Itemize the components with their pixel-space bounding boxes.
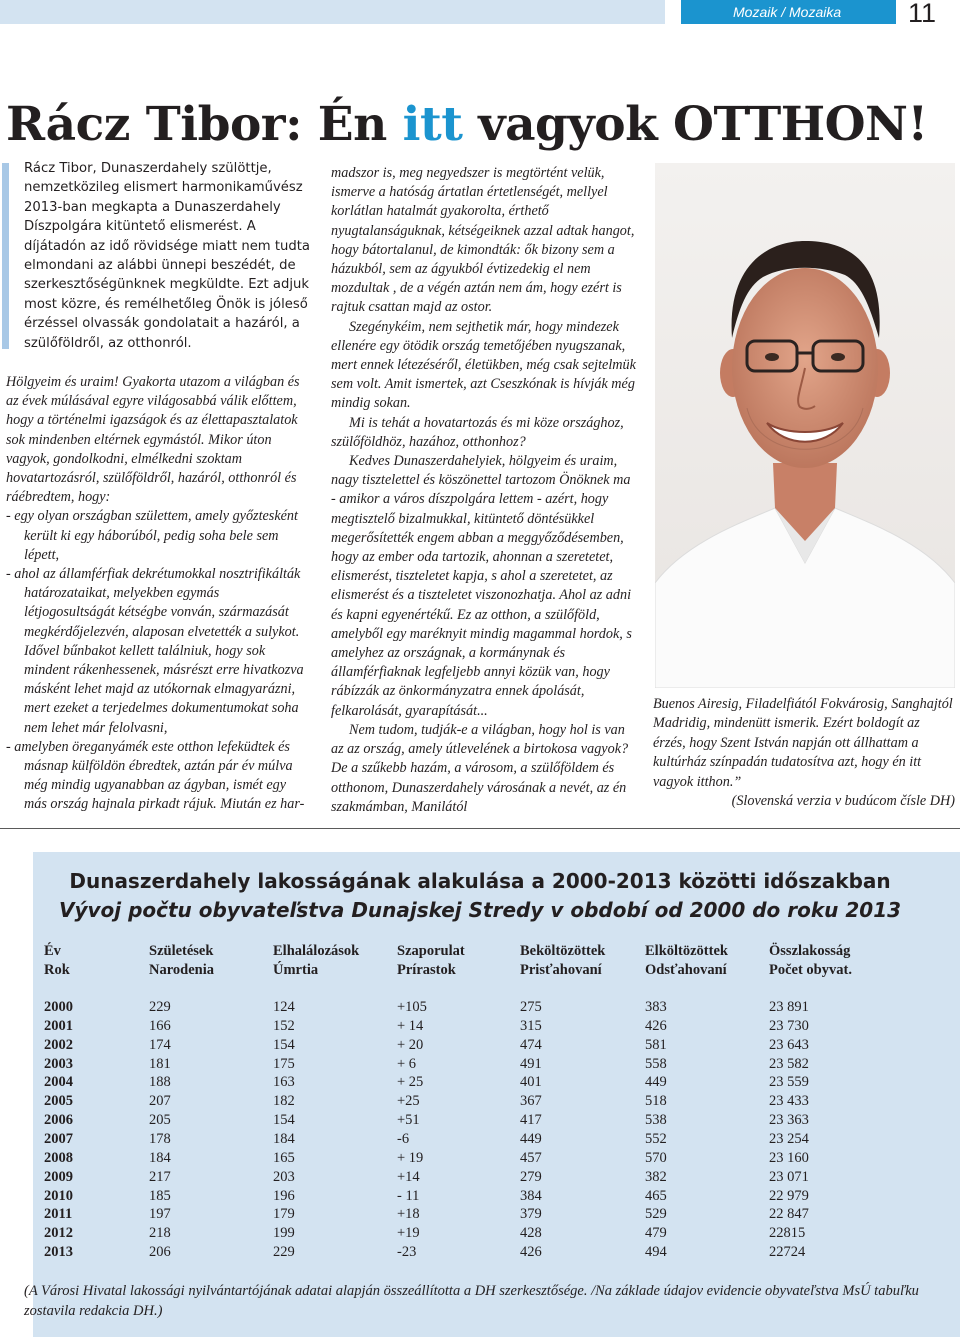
table-cell: + 14	[397, 1017, 424, 1034]
title-part-2: vagyok OTTHON!	[462, 97, 928, 152]
table-cell: 184	[273, 1130, 295, 1147]
header-label-sk: Počet obyvat.	[769, 962, 852, 978]
table-cell: 538	[645, 1112, 667, 1129]
table-cell: 401	[520, 1074, 542, 1091]
table-cell: 23 071	[769, 1168, 809, 1185]
table-cell: + 20	[397, 1036, 424, 1053]
table-cell: 552	[645, 1130, 667, 1147]
table-cell: 23 559	[769, 1074, 809, 1091]
table-cell: 428	[520, 1225, 542, 1242]
table-cell: 217	[149, 1168, 171, 1185]
table-cell: 426	[520, 1244, 542, 1261]
table-cell: 165	[273, 1149, 295, 1166]
table-cell: 185	[149, 1187, 171, 1204]
article-list-item: - amelyben öreganyámék este otthon lefeküdtek és másnap külföldön ébredtek, aztán pár év múlva még mindig ugyanabban az ágyban, ismét egy más ország hajnala pirkadt rájuk. Miután ez har-	[6, 738, 305, 813]
table-title-sk: Vývoj počtu obyvateľstva Dunajskej Stredy v období od 2000 do roku 2013	[58, 898, 902, 922]
table-year-cell: 2000	[44, 999, 73, 1015]
table-cell: +105	[397, 999, 427, 1015]
table-header-cell	[273, 942, 359, 980]
lead-paragraph: Rácz Tibor, Dunaszerdahely szülöttje, nemzetközileg elismert harmonikaművész 2013-ban megkapta a Dunaszerdahely Díszpolgára kitüntető elismerést. A díjátadón az idő rövidsége miatt nem tudta elmondani az alábbi ünnepi beszédét, de szerkesztőségünknek megküldte. Ezt adjuk most közre, és remélhetőleg Önök is jóleső érzéssel olvassák gondolatait a hazáról, a szülőföldről, az otthonról.	[24, 161, 310, 351]
table-cell: 154	[273, 1036, 295, 1053]
header-label-hu: Elhalálozások	[273, 943, 360, 959]
table-cell: -23	[397, 1244, 417, 1261]
table-year-cell: 2009	[44, 1168, 73, 1185]
table-cell: 163	[273, 1074, 295, 1091]
table-cell: 203	[273, 1168, 295, 1185]
article-paragraph: Mi is tehát a hovatartozás és mi köze országhoz, szülőföldhöz, hazához, otthonhoz?	[331, 414, 624, 450]
table-cell: 229	[149, 999, 171, 1015]
article-paragraph: Szegénykéim, nem sejthetik már, hogy mindezek ellenére egy ötödik ország temetőjében nyugszanak, mert ennek létezéséről, életükben, még csak sejtelmük sem volt. Amit ismertek, azt Cseszkónak is hívják még mindig sokan.	[331, 318, 636, 412]
article-paragraph: Kedves Dunaszerdahelyiek, hölgyeim és uraim, nagy tisztelettel és köszönettel tartozom Önöknek ma - amikor a város díszpolgára lettem - azért, hogy megtisztelő bizalmukkal, kitüntető döntésükkel megerősítették engem abban a meggyőződésemben, hogy az ember oda tartozik, ahonnan a szeretetet, elismerést, tiszteletet kapja, s ahol a szeretetet, az elismerést és a tiszteletet viszonozhatja. Ahol az adni és kapni egyenértékű. Ez az otthon, a szülőföld, amelyből egy maréknyit mindig magammal hordok, s amelyhez az országnak, a kormánynak és államférfiaknak legfeljebb annyi közük van, hogy rábízzák az önkormányzatra ennek ápolását, felkarolását, gyarapítását...	[331, 453, 632, 719]
table-cell: 181	[149, 1055, 171, 1072]
table-cell: 23 891	[769, 999, 809, 1015]
table-year-cell: 2003	[44, 1055, 73, 1072]
table-cell: 518	[645, 1093, 667, 1110]
table-cell: 379	[520, 1206, 542, 1223]
header-label-hu: Összlakosság	[769, 943, 851, 959]
table-cell: 382	[645, 1168, 667, 1185]
table-cell: 179	[273, 1206, 295, 1223]
table-cell: 175	[273, 1055, 295, 1072]
article-column-1	[6, 373, 306, 815]
article-list-item: - egy olyan országban születtem, amely győztesként került ki egy háborúból, pedig soha bele sem lépett,	[6, 508, 298, 563]
table-cell: 178	[149, 1130, 171, 1147]
table-cell: + 25	[397, 1074, 424, 1091]
table-cell: 184	[149, 1149, 171, 1166]
table-cell: 23 730	[769, 1017, 809, 1034]
table-cell: 315	[520, 1017, 542, 1034]
table-cell: 558	[645, 1055, 667, 1072]
table-year-cell: 2006	[44, 1112, 73, 1129]
header-label-sk: Odsťahovaní	[645, 962, 727, 978]
header-label-hu: Születések	[149, 943, 214, 959]
table-cell: 23 254	[769, 1130, 809, 1147]
table-year-cell: 2002	[44, 1036, 73, 1053]
section-label: Mozaik / Mozaika	[681, 0, 896, 24]
table-cell: 174	[149, 1036, 171, 1053]
table-footnote: (A Városi Hivatal lakossági nyilvántartójának adatai alapján összeállította a DH szerkesztősége. /Na základe údajov evidencie obyvateľstva MsÚ tabuľku zostavila redakcia DH.)	[24, 1283, 919, 1319]
table-year-cell: 2012	[44, 1225, 73, 1242]
table-header-cell	[769, 942, 852, 980]
table-cell: 23 582	[769, 1055, 809, 1072]
article-list-item: - ahol az államférfiak dekrétumokkal nosztrifikálták határozataikat, melyekben egymás létjogosultságát kétségbe vonván, származását megkérdőjelezvén, alaposan elvetették a sulykot. Idővel bűnbakot kellett találniuk, hogy sok mindent rákenhessenek, másrészt erre hivatkozva másként lehet majd az utókornak elmagyarázni, mert ezeket a terjedelmes dokumentumokat soha nem lehet már felolvasni,	[6, 566, 304, 736]
header-label-sk: Prírastok	[397, 962, 456, 978]
table-cell: 383	[645, 999, 667, 1015]
table-year-cell: 2005	[44, 1093, 73, 1110]
table-cell: -6	[397, 1130, 410, 1147]
table-cell: 529	[645, 1206, 667, 1223]
page-title	[6, 97, 928, 152]
page-number: 11	[908, 0, 937, 28]
table-cell: 457	[520, 1149, 542, 1166]
table-cell: +25	[397, 1093, 420, 1110]
table-cell: 124	[273, 999, 295, 1015]
table-year-cell: 2004	[44, 1074, 73, 1091]
table-cell: 570	[645, 1149, 667, 1166]
table-year-cell: 2007	[44, 1130, 73, 1147]
table-header-cell	[149, 942, 214, 980]
title-part-1: Rácz Tibor: Én	[6, 97, 403, 152]
table-cell: 154	[273, 1112, 295, 1129]
header-label-hu: Szaporulat	[397, 943, 465, 959]
table-cell: 417	[520, 1112, 542, 1129]
article-column-2	[331, 164, 636, 817]
title-accent: itt	[402, 97, 463, 152]
table-year-cell: 2013	[44, 1244, 73, 1261]
table-title-hu: Dunaszerdahely lakosságának alakulása a 2000-2013 közötti időszakban	[69, 869, 891, 893]
table-cell: 279	[520, 1168, 542, 1185]
table-cell: 23 363	[769, 1112, 809, 1129]
header-label-sk: Rok	[44, 962, 70, 978]
table-year-cell: 2008	[44, 1149, 73, 1166]
header-label-sk: Úmrtia	[273, 962, 319, 978]
table-cell: 218	[149, 1225, 171, 1242]
table-cell: 465	[645, 1187, 667, 1204]
table-header-cell	[397, 942, 465, 980]
lead-accent-bar	[2, 163, 9, 349]
table-cell: 449	[645, 1074, 667, 1091]
table-cell: + 19	[397, 1149, 424, 1166]
article-paragraph: Hölgyeim és uraim! Gyakorta utazom a világban és az évek múlásával egyre világosabbá válik előttem, hogy a történelmi igazságok és az élettapasztalatok sok mindenben eltérnek egymástól. Mikor úton vagyok, gondolkodni, elmélkedni szoktam hovatartozásról, szülőföldről, hazáról, otthonról és ráébredtem, hogy:	[6, 374, 300, 506]
section-divider	[0, 828, 960, 829]
table-header-cell	[645, 942, 728, 980]
table-cell: 23 433	[769, 1093, 809, 1110]
table-cell: 166	[149, 1017, 171, 1034]
table-year-cell: 2010	[44, 1187, 73, 1204]
table-cell: 494	[645, 1244, 667, 1261]
header-label-sk: Prisťahovaní	[520, 962, 602, 978]
article-paragraph: Buenos Airesig, Filadelfiától Fokvárosig, Sanghajtól Madridig, mindenütt ismerik. Ezért boldogít az érzés, hogy Szent István napján ott állhattam a kultúrház színpadán tudatosítva azt, hogy én itt vagyok itthon.”	[653, 696, 953, 790]
header-label-sk: Narodenia	[149, 962, 214, 978]
table-cell: 384	[520, 1187, 542, 1204]
table-cell: 22 979	[769, 1187, 809, 1204]
table-cell: + 6	[397, 1055, 417, 1072]
table-year-cell: 2011	[44, 1206, 73, 1223]
table-cell: 205	[149, 1112, 171, 1129]
table-cell: 197	[149, 1206, 171, 1223]
header-band	[0, 0, 665, 24]
table-cell: 22815	[769, 1225, 806, 1242]
table-cell: 23 643	[769, 1036, 809, 1053]
table-cell: +14	[397, 1168, 420, 1185]
table-cell: 474	[520, 1036, 542, 1053]
table-cell: 188	[149, 1074, 171, 1091]
table-cell: +19	[397, 1225, 420, 1242]
table-cell: 207	[149, 1093, 171, 1110]
table-cell: 206	[149, 1244, 171, 1261]
table-cell: 426	[645, 1017, 667, 1034]
table-header-cell	[44, 942, 70, 980]
table-cell: 275	[520, 999, 542, 1015]
header-label-hu: Elköltözöttek	[645, 943, 728, 959]
table-cell: 196	[273, 1187, 295, 1204]
table-cell: 23 160	[769, 1149, 809, 1166]
table-cell: 182	[273, 1093, 295, 1110]
table-cell: 152	[273, 1017, 295, 1034]
table-cell: +51	[397, 1112, 420, 1129]
translation-note: (Slovenská verzia v budúcom čísle DH)	[731, 793, 955, 810]
table-cell: 199	[273, 1225, 295, 1242]
statistics-table-box	[33, 852, 960, 1337]
table-header-cell	[520, 942, 605, 980]
table-cell: +18	[397, 1206, 420, 1223]
header-label-hu: Beköltözöttek	[520, 943, 606, 959]
table-cell: 367	[520, 1093, 542, 1110]
table-cell: 229	[273, 1244, 295, 1261]
table-cell: 22724	[769, 1244, 806, 1261]
header-label-hu: Év	[44, 943, 61, 959]
table-cell: 449	[520, 1130, 542, 1147]
table-cell: 479	[645, 1225, 667, 1242]
article-paragraph: madszor is, meg negyedszer is megtörtént velük, ismerve a hatóság ártatlan értetlenségét, mellyel korlátlan hatalmát gyakorolta, érthető nyugtalanságuknak, kétségeiknek azzal adtak hangot, hogy bátortalanul, de kimondták: ők bizony sem a házukból, sem az ágyukból évtizedekig el nem mozdultak , de a végén aztán nem ám, hogy ezért is rajtuk csattan majd az ostor.	[331, 165, 635, 316]
table-cell: 581	[645, 1036, 667, 1053]
article-paragraph: Nem tudom, tudják-e a világban, hogy hol is van az az ország, amely útlevelének a birtokosa vagyok? De a szűkebb hazám, a városom, a szülőföldem és otthonom, Dunaszerdahely városának a nevét, az én szakmámban, Manilától	[331, 721, 629, 815]
table-cell: 22 847	[769, 1206, 809, 1223]
table-cell: 491	[520, 1055, 542, 1072]
portrait-photo	[655, 163, 955, 688]
portrait-illustration	[655, 163, 955, 688]
article-column-3	[653, 695, 955, 811]
table-cell: - 11	[397, 1187, 420, 1204]
table-year-cell: 2001	[44, 1017, 73, 1034]
